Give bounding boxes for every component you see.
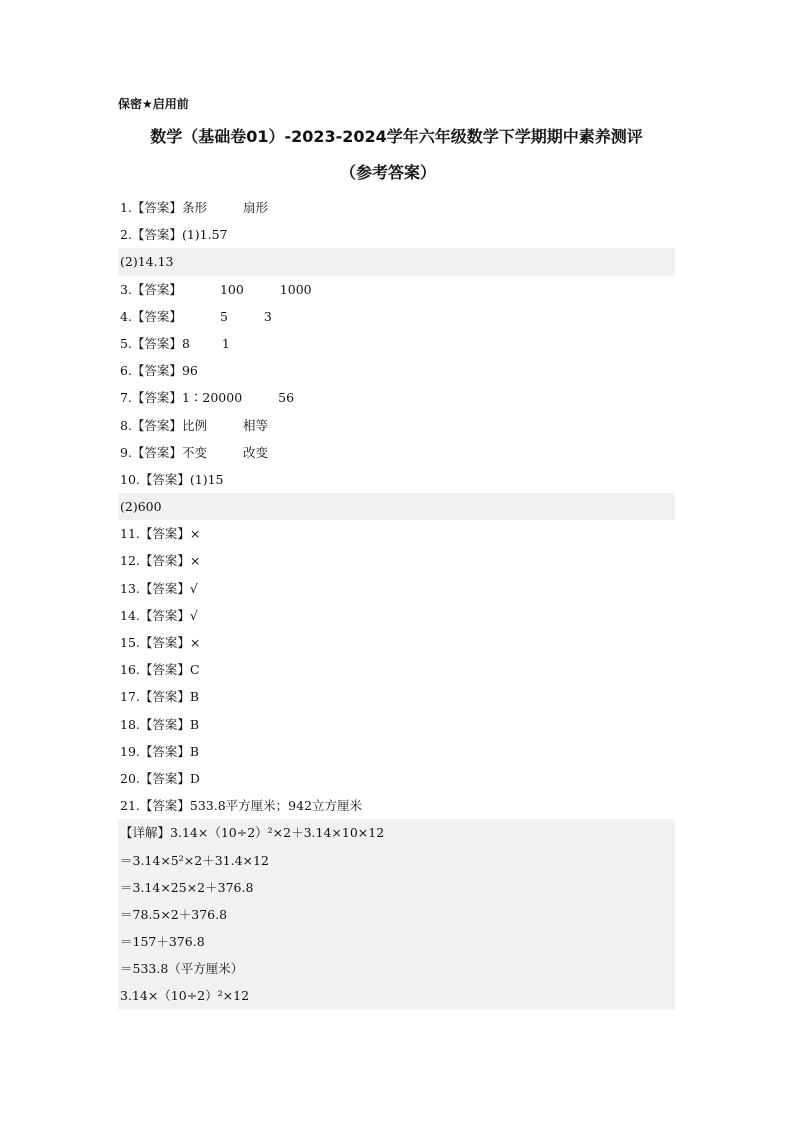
answer-prefix: 10.【答案】 (120, 471, 190, 487)
answer-value-2: 扇形 (242, 200, 268, 215)
answer-value: (1)15 (189, 471, 224, 487)
answer-value: B (189, 716, 200, 732)
answer-value: 1∶20000 (181, 390, 243, 406)
answer-row (118, 466, 675, 493)
document-title: 数学（基础卷01）-2023-2024学年六年级数学下学期期中素养测评 (150, 127, 643, 146)
answer-value-2: 3 (263, 308, 272, 324)
answer-prefix: 20.【答案】 (120, 770, 190, 786)
answer-value-2: 1 (221, 335, 230, 351)
answer-row (118, 221, 675, 248)
answer-row (118, 629, 675, 656)
answer-prefix: 9.【答案】 (120, 444, 182, 460)
answer-value: 8 (181, 335, 190, 351)
answer-prefix: 16.【答案】 (120, 662, 190, 678)
answer-prefix: 18.【答案】 (120, 716, 190, 732)
answer-value: 96 (181, 363, 198, 379)
answer-row (118, 602, 675, 629)
answer-row (118, 194, 675, 221)
answer-prefix: 8.【答案】 (120, 417, 182, 433)
answer-value-2: 改变 (242, 444, 268, 460)
answer-prefix: 15.【答案】 (120, 635, 190, 650)
detail-step: ＝78.5×2＋376.8 (120, 906, 228, 922)
answer-value: D (189, 770, 200, 786)
answer-prefix: 14.【答案】 (120, 607, 190, 623)
answer-row (118, 547, 675, 574)
answer-prefix: 1.【答案】 (120, 200, 182, 215)
detail-row (118, 928, 675, 955)
answer-value: 比例 (181, 417, 207, 433)
answer-value-2: 相等 (242, 417, 268, 433)
answer-row (118, 493, 675, 520)
answer-prefix: 2.【答案】 (120, 227, 182, 243)
answer-prefix: 21.【答案】 (120, 798, 190, 814)
answer-value: 100 (219, 281, 244, 297)
answer-value-2: 56 (278, 390, 295, 406)
detail-step: 3.14×（10÷2）²×12 (120, 988, 250, 1004)
answer-prefix: 12.【答案】 (120, 553, 190, 569)
detail-row (118, 819, 675, 846)
answer-value: B (189, 689, 200, 705)
answer-row (118, 248, 675, 275)
answer-row (118, 711, 675, 738)
detail-row (118, 955, 675, 982)
detail-step: ＝3.14×25×2＋376.8 (120, 879, 254, 895)
answer-row (118, 683, 675, 710)
answer-value-2: 1000 (279, 281, 312, 297)
detail-row (118, 847, 675, 874)
answer-prefix: 4.【答案】 (120, 308, 182, 324)
answer-prefix: 5.【答案】 (120, 335, 182, 351)
answer-list (118, 194, 675, 1010)
detail-step: 3.14×（10÷2）²×2＋3.14×10×12 (170, 825, 385, 841)
answer-value: 533.8平方厘米；942立方厘米 (189, 798, 363, 814)
document-subtitle: （参考答案） (340, 163, 437, 182)
answer-prefix: 19.【答案】 (120, 743, 190, 759)
answer-row (118, 357, 675, 384)
answer-row (118, 303, 675, 330)
answer-row (118, 384, 675, 411)
answer-row (118, 439, 675, 466)
answer-value: 条形 (181, 200, 207, 215)
detail-step: ＝3.14×5²×2＋31.4×12 (120, 852, 269, 868)
answer-value: × (189, 635, 201, 650)
answer-prefix: 11.【答案】 (120, 526, 190, 542)
answer-row (118, 520, 675, 547)
answer-prefix: 13.【答案】 (120, 580, 190, 596)
answer-row (118, 330, 675, 357)
answer-value: √ (189, 580, 198, 596)
answer-prefix: 6.【答案】 (120, 363, 182, 379)
answer-value: B (189, 743, 200, 759)
detail-row (118, 874, 675, 901)
answer-row (118, 276, 675, 303)
answer-value: (2)600 (120, 499, 162, 515)
confidential-label: 保密★启用前 (118, 97, 189, 111)
answer-prefix: 3.【答案】 (120, 281, 182, 297)
answer-value: (1)1.57 (181, 227, 228, 243)
detail-step: ＝157＋376.8 (120, 934, 205, 950)
answer-value: C (189, 662, 200, 678)
answer-value: × (189, 553, 201, 569)
answer-row (118, 792, 675, 819)
detail-prefix: 【详解】 (120, 825, 171, 841)
detail-step: ＝533.8（平方厘米） (120, 961, 244, 977)
answer-value: × (189, 526, 201, 542)
answer-value: √ (189, 607, 198, 623)
answer-prefix: 7.【答案】 (120, 390, 182, 406)
answer-row (118, 412, 675, 439)
answer-value: (2)14.13 (120, 254, 174, 270)
detail-row (118, 982, 675, 1009)
answer-prefix: 17.【答案】 (120, 689, 190, 705)
answer-value: 不变 (181, 444, 207, 460)
answer-row (118, 575, 675, 602)
answer-row (118, 738, 675, 765)
answer-row (118, 765, 675, 792)
answer-row (118, 656, 675, 683)
detail-row (118, 901, 675, 928)
answer-value: 5 (219, 308, 228, 324)
